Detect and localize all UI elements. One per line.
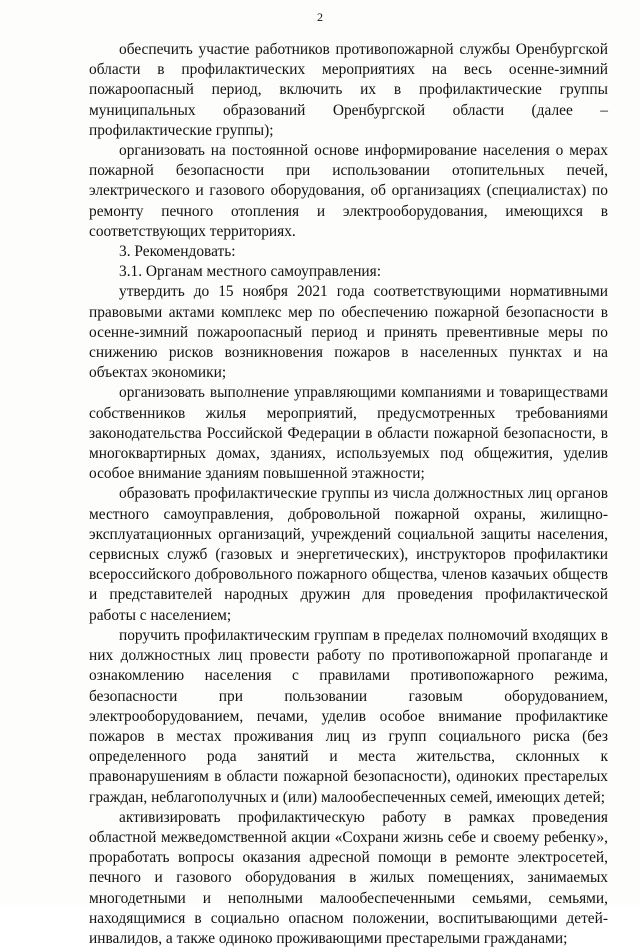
paragraph-local-government-heading: 3.1. Органам местного самоуправления:: [119, 263, 382, 281]
paragraph-recommend-heading: 3. Рекомендовать:: [119, 243, 236, 261]
paragraph-intensify-work: активизировать профилактическую работу в рамках проведения областной межведомственной акции «Сохрани жизнь себе и своему ребенку», проработать вопросы оказания адресной помощи в ремонте электросетей, печного и газового оборудования в жилых помещениях, занимаемых многодетными и неполными малообеспеченными семьями, семьями, находящимися в социально опасном положении, воспитывающими детей-инвалидов, а также одиноко проживающими престарелыми гражданами;: [89, 808, 608, 947]
paragraph-management-companies: организовать выполнение управляющими компаниями и товариществами собственников жилья мероприятий, предусмотренных требованиями законодательства Российской Федерации в области пожарной безопасности, в многоквартирных домах, зданиях, используемых под общежития, уделив особое внимание зданиям повышенной этажности;: [89, 384, 608, 483]
paragraph-approve-measures: утвердить до 15 ноября 2021 года соответствующими нормативными правовыми актами комплекс мер по обеспечению пожарной безопасности в осенне-зимний пожароопасный период и принять превентивные меры по снижению рисков возникновения пожаров в населенных пунктах и на объектах экономики;: [89, 283, 608, 382]
page-number: 2: [317, 10, 323, 24]
paragraph-fire-service-participation: обеспечить участие работников противопожарной службы Оренбургской области в профилактических мероприятиях на весь осенне-зимний пожароопасный период, включить их в профилактические группы муниципальных образований Оренбургской области (далее – профилактические группы);: [89, 41, 608, 139]
document-body: [89, 40, 608, 949]
paragraph-instruct-groups: поручить профилактическим группам в пределах полномочий входящих в них должностных лиц провести работу по противопожарной пропаганде и ознакомлению населения с правилами противопожарного режима, безопасности при пользовании газовым оборудованием, электрооборудованием, печами, уделив особое внимание профилактике пожаров в местах проживания лиц из групп социального риска (без определенного рода занятий и места жительства, склонных к правонарушениям в области пожарной безопасности), одиноких престарелых граждан, неблагополучных и (или) малообеспеченных семей, имеющих детей;: [89, 626, 608, 806]
paragraph-form-groups: образовать профилактические группы из числа должностных лиц органов местного самоуправления, добровольной пожарной охраны, жилищно-эксплуатационных организаций, учреждений социальной защиты населения, сервисных служб (газовых и энергетических), инструкторов профилактики всероссийского добровольного пожарного общества, членов казачьих обществ и представителей народных дружин для проведения профилактической работы с населением;: [89, 485, 608, 624]
paragraph-inform-population: организовать на постоянной основе информирование населения о мерах пожарной безопасности при использовании отопительных печей, электрического и газового оборудования, об организациях (специалистах) по ремонту печного отопления и электрооборудования, имеющихся в соответствующих территориях.: [89, 142, 608, 240]
